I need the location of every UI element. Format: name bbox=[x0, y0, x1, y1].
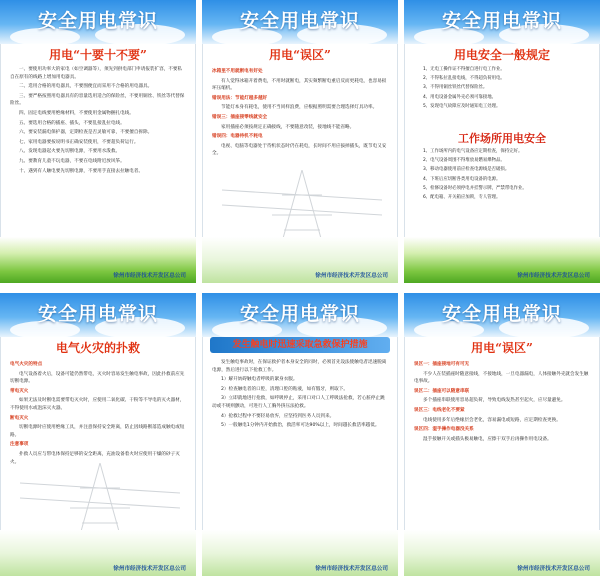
body-paragraph: 二、选用合格的用电器具，不要图便宜而采用不合格的用电器具。 bbox=[19, 84, 153, 90]
company-footer: 徐州市经济技术开发区总公司 bbox=[517, 566, 590, 572]
body-paragraph: 3、不得用铜丝铁丝代替保险丝。 bbox=[423, 85, 488, 91]
body-paragraph: 有人觉得冰箱开着费电，不用时就断电，其实频繁断电重启反而更耗电，也容易损坏压缩机。 bbox=[212, 78, 387, 92]
panel-misconceptions-2 bbox=[404, 293, 600, 576]
panel-body bbox=[212, 359, 388, 539]
section-heading: 误区三：电线老化不要紧 bbox=[414, 407, 465, 413]
poster-title: 安全用电常识 bbox=[37, 10, 158, 32]
body-paragraph: 电视、电脑等电器处于待机状态时仍在耗电，长时间不用应拔掉插头，既节电又安全。 bbox=[212, 143, 387, 157]
body-paragraph: 1、无电工操作证不得擅自进行电工作业。 bbox=[423, 67, 505, 72]
body-paragraph: 4、用电设备金属外壳必须可靠接地。 bbox=[423, 94, 497, 100]
panel-first-aid bbox=[202, 293, 398, 576]
body-paragraph: 湿手接触开关或插头极易触电，应擦干双手后再操作用电设备。 bbox=[423, 436, 552, 442]
body-paragraph: 2）检查触电者的口腔，清理口腔的粘液，如有假牙，则取下。 bbox=[221, 386, 348, 392]
body-paragraph: 不少人在装插座时随意接线，不接地线，一旦电器漏电，人体接触外壳就会发生触电事故。 bbox=[414, 371, 589, 385]
section-heading: 带电灭火 bbox=[10, 388, 29, 394]
body-paragraph: 七、家用电器要按说明书正确安装使用，不要超负荷运行。 bbox=[19, 139, 139, 145]
section-heading: 冰箱里不用就断电有好处 bbox=[212, 69, 263, 74]
panel-misconceptions-1 bbox=[202, 0, 398, 283]
body-paragraph: 5、发现电气故障应及时通知电工处理。 bbox=[423, 103, 501, 109]
company-footer: 徐州市经济技术开发区总公司 bbox=[315, 273, 388, 279]
body-paragraph: 切断电源时应使用绝缘工具，并注意保持安全距离，防止因线路断落造成触电或短路。 bbox=[10, 425, 185, 438]
company-footer: 徐州市经济技术开发区总公司 bbox=[517, 273, 590, 279]
body-paragraph: 1、工作场所内的电气设备应定期检查，保持完好。 bbox=[423, 149, 523, 154]
section-heading: 误区一：插座接地可有可无 bbox=[414, 362, 470, 367]
body-paragraph: 5、检修设备时必须停电并挂警示牌，严禁带电作业。 bbox=[423, 185, 527, 191]
section-heading: 错误三：插座接零线就安全 bbox=[212, 114, 268, 120]
body-paragraph: 3、移动电器使用前应检查电源线是否破损。 bbox=[423, 167, 510, 173]
body-paragraph: 如果无法及时断电需要带电灭火时，应使用二氧化碳、干粉等不导电的灭火器材，不得使用水或泡沫灭火器。 bbox=[10, 398, 185, 411]
panel-subtitle: 用电“误区” bbox=[269, 48, 331, 62]
body-paragraph: 发生触电事故时，在保证救护者本身安全的同时，必须首先设法使触电者迅速脱离电源，然后进行以下抢救工作。 bbox=[212, 360, 387, 373]
body-paragraph: 多个插座串联使用容易超负荷，导致电线发热甚至起火，应尽量避免。 bbox=[423, 398, 566, 404]
panel-electrical-fire bbox=[0, 293, 196, 576]
body-paragraph: 八、发现电器起火要先切断电源，不要用水泼救。 bbox=[19, 149, 121, 155]
section-title: 工作场所用电安全 bbox=[458, 132, 546, 145]
body-paragraph: 九、要教育儿童不玩电器，不要在电线附近放风筝。 bbox=[19, 158, 125, 164]
section-heading: 误区四：湿手操作电器没关系 bbox=[414, 427, 474, 433]
poster-title: 安全用电常识 bbox=[441, 10, 562, 32]
body-paragraph: 扑救人员应与带电体保持足够的安全距离，充油设备着火时应使用干燥的砂子灭火。 bbox=[10, 451, 180, 465]
panel-body-workplace bbox=[414, 148, 590, 238]
poster-title: 安全用电常识 bbox=[239, 303, 360, 325]
body-paragraph: 1）解开妨碍触电者呼吸的紧身衣服。 bbox=[221, 377, 298, 383]
body-paragraph: 三、要严格按照用电器具有的容量选用适合的保险丝，不要用铜丝、铁丝等代替保险丝。 bbox=[10, 93, 185, 107]
company-footer: 徐州市经济技术开发区总公司 bbox=[113, 566, 186, 572]
panel-subtitle: 用电安全一般规定 bbox=[453, 48, 550, 62]
body-paragraph: 五、要选用合格的插座、插头，不要乱接乱拉电线。 bbox=[19, 120, 125, 126]
panel-body-rules bbox=[414, 66, 590, 128]
body-paragraph: 4、下班后应切断各类用电设备的电源。 bbox=[423, 176, 501, 182]
body-paragraph: 家用插座必须按规定正确接线，不要随意改装，接地线不能省略。 bbox=[221, 124, 355, 130]
panel-general-rules bbox=[404, 0, 600, 283]
section-heading: 电气火灾的特点 bbox=[10, 362, 43, 367]
body-paragraph: 2、不得私拉乱接电线，不得超负荷用电。 bbox=[423, 76, 505, 82]
body-paragraph: 6、配电箱、开关箱应加锁，专人管理。 bbox=[423, 195, 501, 201]
poster-title: 安全用电常识 bbox=[37, 303, 158, 325]
body-paragraph: 4）抢救过程中不要轻易放弃，应坚持到医务人员到来。 bbox=[221, 413, 335, 419]
section-heading: 错误四：电器待机不耗电 bbox=[212, 134, 263, 140]
body-paragraph: 十、遇到有人触电要先切断电源，不要用手直接去拉触电者。 bbox=[19, 168, 144, 174]
poster-title: 安全用电常识 bbox=[441, 303, 562, 325]
section-heading: 注意事项 bbox=[10, 442, 29, 448]
poster-title: 安全用电常识 bbox=[239, 10, 360, 32]
body-paragraph: 四、固定电线要用绝缘材料，不要使用金属物捆扎电线。 bbox=[19, 110, 134, 116]
panel-body bbox=[10, 66, 186, 246]
section-heading: 误区二：插座可以随意串联 bbox=[414, 388, 470, 394]
body-paragraph: 3）立即就地进行抢救，如呼吸停止，采用口对口人工呼吸法抢救，若心脏停止跳动或不规则颤动，可进行人工胸外挤压法抢救。 bbox=[212, 396, 385, 409]
section-heading: 断电灭火 bbox=[10, 415, 29, 421]
body-paragraph: 2、电气设备周围不得堆放易燃易爆物品。 bbox=[423, 158, 505, 164]
company-footer: 徐州市经济技术开发区总公司 bbox=[315, 566, 388, 572]
body-paragraph: 一、要使用功率大的家电（如空调器等），须先到供电部门申请报装扩容，不要私自在原有的线路上增加用电器具。 bbox=[10, 67, 183, 80]
panel-body bbox=[414, 359, 590, 539]
body-paragraph: 节能灯本身有耗电，使用不当同样浪费，应根据照明需要合理选择灯具功率。 bbox=[221, 105, 378, 111]
section-heading: 错误用法：节能灯越多越好 bbox=[212, 95, 268, 101]
panel-subtitle: 电气火灾的扑救 bbox=[55, 341, 140, 355]
body-paragraph: 电线使用多年后绝缘层会老化，容易漏电或短路，应定期检查更换。 bbox=[423, 417, 561, 423]
body-paragraph: 5）一般触电1分钟内开始救治，救活率可达90%以上，时间越长救活率越低。 bbox=[221, 423, 380, 429]
company-footer: 徐州市经济技术开发区总公司 bbox=[113, 273, 186, 279]
panel-subtitle: 用电“误区” bbox=[471, 341, 533, 355]
body-paragraph: 六、要安装漏电保护器，定期检查是否灵敏可靠，不要擅自拆除。 bbox=[19, 130, 153, 136]
panel-ten-dos-donts bbox=[0, 0, 196, 283]
body-paragraph: 电气设备着火后，设备可能仍然带电，灭火时容易发生触电事故，因此扑救前应先切断电源。 bbox=[10, 371, 185, 385]
panel-subtitle: 用电“十要十不要” bbox=[49, 48, 147, 62]
panel-subtitle: 发生触电时迅速采取急救保护措施 bbox=[232, 340, 368, 350]
